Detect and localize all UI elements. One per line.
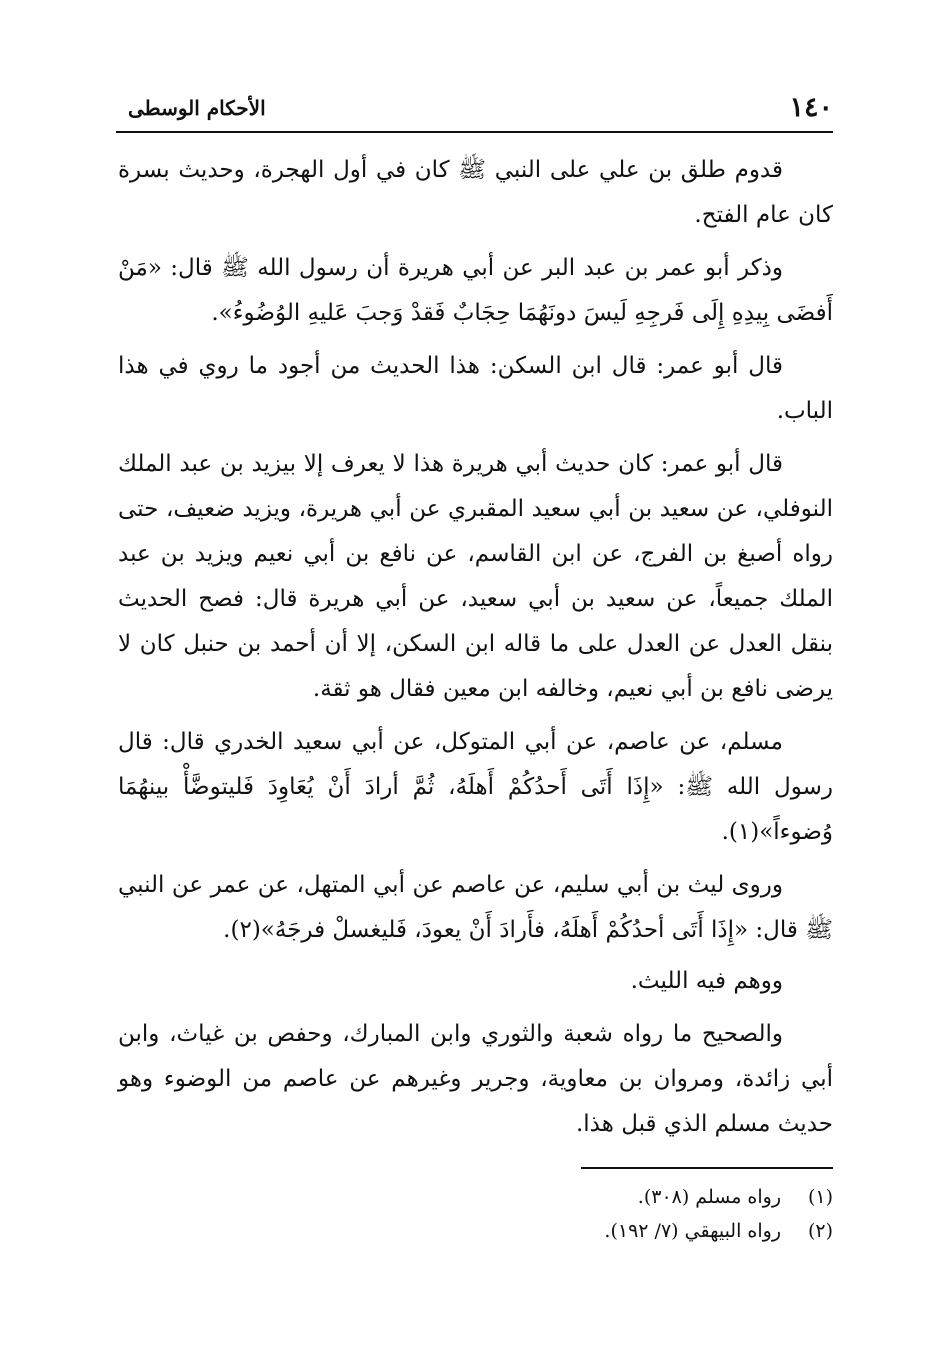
paragraph: ووهم فيه الليث. — [630, 968, 783, 994]
paragraph: وروى ليث بن أبي سليم، عن عاصم عن أبي المتهل، عن عمر عن النبي ﷺ قال: «إِذَا أَتَى أحدُكُمْ أَهلَهُ، فأَرادَ أَنْ يعودَ، فَليغسلْ فرجَهُ»(٢). — [118, 872, 833, 943]
running-title: الأحكام الوسطى — [128, 96, 266, 120]
paragraph: مسلم، عن عاصم، عن أبي المتوكل، عن أبي سعيد الخدري قال: قال رسول الله ﷺ: «إِذَا أَتَى أَحدُكُمْ أَهلَهُ، ثُمَّ أرادَ أَنْ يُعَاوِدَ فَليتوضَّأْ بينهُمَا وُضوءاً»(١). — [118, 729, 833, 845]
footnote-marker: (١) — [807, 1186, 833, 1208]
page-header — [118, 92, 833, 132]
footnote-text: رواه مسلم (٣٠٨). — [637, 1186, 781, 1208]
paragraph: قدوم طلق بن علي على النبي ﷺ كان في أول الهجرة، وحديث بسرة كان عام الفتح. — [118, 157, 833, 228]
paragraph: وذكر أبو عمر بن عبد البر عن أبي هريرة أن رسول الله ﷺ قال: «مَنْ أَفضَى بِيدِهِ إِلَى فَرجِهِ لَيسَ دونَهُمَا حِجَابٌ فَقدْ وَجبَ عَليهِ الوُضُوءُ». — [118, 255, 833, 326]
footnote — [118, 1180, 833, 1214]
footnote — [118, 1214, 833, 1248]
footnote-text: رواه البيهقي (٧/ ١٩٢). — [604, 1220, 781, 1242]
footnotes — [118, 1180, 833, 1248]
paragraph: قال أبو عمر: كان حديث أبي هريرة هذا لا يعرف إلا بيزيد بن عبد الملك النوفلي، عن سعيد بن أبي سعيد المقبري عن أبي هريرة، ويزيد ضعيف، حتى رواه أصبغ بن الفرج، عن ابن القاسم، عن نافع بن أبي نعيم ويزيد بن عبد الملك جميعاً، عن سعيد بن أبي سعيد، عن أبي هريرة قال: فصح الحديث بنقل العدل عن العدل على ما قاله ابن السكن، إلا أن أحمد بن حنبل كان لا يرضى نافع بن أبي نعيم، وخالفه ابن معين فقال هو ثقة. — [118, 451, 833, 702]
paragraph: قال أبو عمر: قال ابن السكن: هذا الحديث من أجود ما روي في هذا الباب. — [118, 353, 833, 424]
main-text — [118, 148, 833, 1155]
paragraph: والصحيح ما رواه شعبة والثوري وابن المبارك، وحفص بن غياث، وابن أبي زائدة، ومروان بن معاوية، وجرير وغيرهم عن عاصم من الوضوء وهو حديث مسلم الذي قبل هذا. — [118, 1021, 833, 1137]
footnote-divider — [581, 1167, 833, 1169]
header-divider — [116, 131, 833, 133]
page-number: ١٤٠ — [789, 92, 833, 123]
footnote-marker: (٢) — [807, 1220, 833, 1242]
